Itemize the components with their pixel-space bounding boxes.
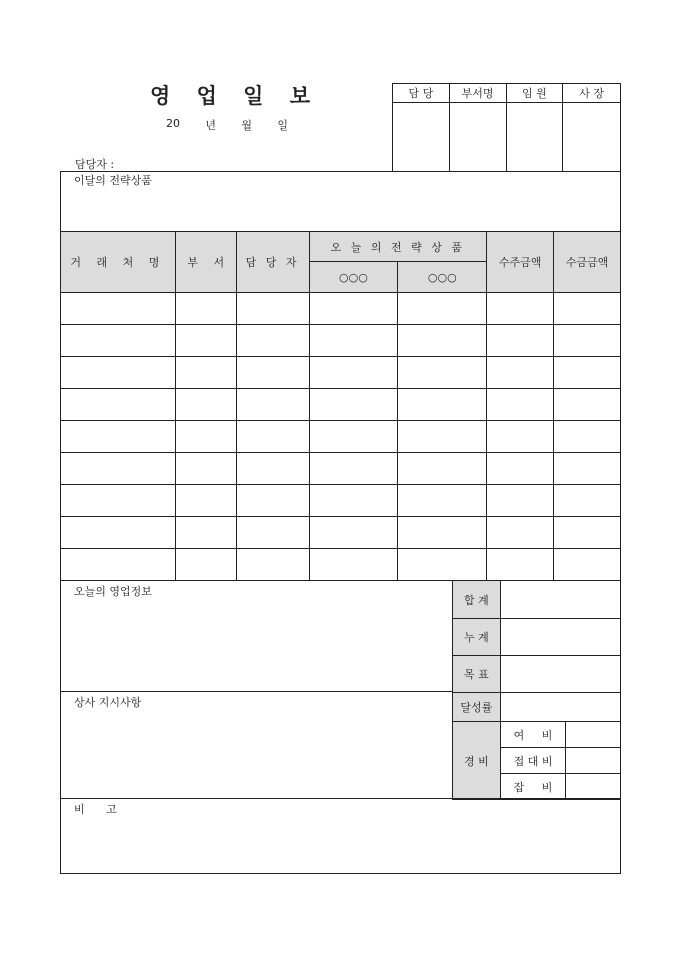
cell[interactable] xyxy=(309,517,398,549)
expenses-label: 경 비 xyxy=(453,722,501,800)
cell[interactable] xyxy=(554,549,621,581)
cell[interactable] xyxy=(309,293,398,325)
cell[interactable] xyxy=(398,485,487,517)
cell[interactable] xyxy=(61,389,176,421)
expense-misc-label: 잡 비 xyxy=(500,774,566,800)
approval-col-dept-head: 부서명 xyxy=(449,84,506,103)
col-header-product1: ○○○ xyxy=(309,262,398,293)
approval-sign-staff[interactable] xyxy=(393,103,450,172)
remarks-box[interactable] xyxy=(60,798,621,874)
form-title xyxy=(150,80,310,110)
cell[interactable] xyxy=(309,357,398,389)
col-header-client: 거 래 처 명 xyxy=(61,232,176,293)
date-year-label: 년 xyxy=(205,119,216,132)
table-row xyxy=(61,293,621,325)
summary-cumulative-label: 누 계 xyxy=(453,619,501,656)
cell[interactable] xyxy=(554,517,621,549)
instructions-box[interactable] xyxy=(60,691,453,799)
cell[interactable] xyxy=(554,325,621,357)
cell[interactable] xyxy=(487,517,554,549)
table-row xyxy=(61,357,621,389)
sales-info-label: 오늘의 영업정보 xyxy=(74,585,152,598)
cell[interactable] xyxy=(398,421,487,453)
cell[interactable] xyxy=(398,389,487,421)
cell[interactable] xyxy=(309,389,398,421)
cell[interactable] xyxy=(61,517,176,549)
cell[interactable] xyxy=(175,325,236,357)
cell[interactable] xyxy=(309,421,398,453)
cell[interactable] xyxy=(309,325,398,357)
cell[interactable] xyxy=(487,325,554,357)
cell[interactable] xyxy=(236,453,309,485)
approval-col-president: 사 장 xyxy=(563,84,621,103)
table-row xyxy=(61,549,621,581)
cell[interactable] xyxy=(309,549,398,581)
date-line xyxy=(166,117,288,133)
expense-entertainment-label: 접 대 비 xyxy=(500,748,566,774)
table-row xyxy=(61,325,621,357)
cell[interactable] xyxy=(487,421,554,453)
table-row xyxy=(61,421,621,453)
cell[interactable] xyxy=(236,389,309,421)
cell[interactable] xyxy=(487,485,554,517)
cell[interactable] xyxy=(236,549,309,581)
sales-table xyxy=(60,231,621,581)
cell[interactable] xyxy=(554,389,621,421)
cell[interactable] xyxy=(554,453,621,485)
cell[interactable] xyxy=(175,389,236,421)
cell[interactable] xyxy=(175,293,236,325)
col-header-manager: 담 당 자 xyxy=(236,232,309,293)
cell[interactable] xyxy=(175,357,236,389)
cell[interactable] xyxy=(487,389,554,421)
cell[interactable] xyxy=(175,421,236,453)
cell[interactable] xyxy=(554,357,621,389)
title-char: 일 xyxy=(243,83,264,108)
cell[interactable] xyxy=(554,421,621,453)
cell[interactable] xyxy=(175,453,236,485)
cell[interactable] xyxy=(309,453,398,485)
expense-travel-label: 여 비 xyxy=(500,722,566,748)
col-header-products: 오 늘 의 전 략 상 품 xyxy=(309,232,487,262)
cell[interactable] xyxy=(398,357,487,389)
date-year-prefix: 20 xyxy=(166,117,180,130)
cell[interactable] xyxy=(487,357,554,389)
expense-travel-value[interactable] xyxy=(566,722,621,748)
summary-achievement-value[interactable] xyxy=(500,693,620,722)
cell[interactable] xyxy=(398,293,487,325)
cell[interactable] xyxy=(236,421,309,453)
cell[interactable] xyxy=(61,325,176,357)
cell[interactable] xyxy=(175,549,236,581)
cell[interactable] xyxy=(236,357,309,389)
summary-target-value[interactable] xyxy=(500,656,620,693)
table-row xyxy=(61,485,621,517)
instructions-label: 상사 지시사항 xyxy=(74,696,142,709)
cell[interactable] xyxy=(236,517,309,549)
cell[interactable] xyxy=(61,453,176,485)
remarks-label: 비 고 xyxy=(74,803,117,816)
col-header-product2: ○○○ xyxy=(398,262,487,293)
cell[interactable] xyxy=(398,517,487,549)
col-header-order-amount: 수주금액 xyxy=(487,232,554,293)
approval-col-executive: 임 원 xyxy=(506,84,563,103)
strategy-box[interactable] xyxy=(60,171,621,232)
author-label: 담당자 : xyxy=(75,158,115,171)
approval-sign-executive[interactable] xyxy=(506,103,563,172)
approval-table xyxy=(392,83,621,172)
summary-table xyxy=(452,580,621,800)
title-char: 영 xyxy=(150,83,171,108)
cell[interactable] xyxy=(61,485,176,517)
cell[interactable] xyxy=(398,325,487,357)
col-header-dept: 부 서 xyxy=(175,232,236,293)
expense-misc-value[interactable] xyxy=(566,774,621,800)
date-day-label: 일 xyxy=(277,119,288,132)
summary-total-value[interactable] xyxy=(500,581,620,619)
table-row xyxy=(61,453,621,485)
cell[interactable] xyxy=(309,485,398,517)
cell[interactable] xyxy=(61,421,176,453)
approval-sign-dept-head[interactable] xyxy=(449,103,506,172)
cell[interactable] xyxy=(398,549,487,581)
cell[interactable] xyxy=(487,549,554,581)
cell[interactable] xyxy=(554,485,621,517)
summary-achievement-label: 달성률 xyxy=(453,693,501,722)
date-month-label: 월 xyxy=(241,119,252,132)
table-row xyxy=(61,517,621,549)
cell[interactable] xyxy=(175,485,236,517)
summary-target-label: 목 표 xyxy=(453,656,501,693)
summary-total-label: 합 계 xyxy=(453,581,501,619)
cell[interactable] xyxy=(487,293,554,325)
sales-info-box[interactable] xyxy=(60,580,453,692)
approval-col-staff: 담 당 xyxy=(393,84,450,103)
cell[interactable] xyxy=(236,293,309,325)
col-header-collect-amount: 수금금액 xyxy=(554,232,621,293)
cell[interactable] xyxy=(61,357,176,389)
cell[interactable] xyxy=(236,485,309,517)
title-char: 보 xyxy=(289,83,310,108)
cell[interactable] xyxy=(61,549,176,581)
cell[interactable] xyxy=(175,517,236,549)
cell[interactable] xyxy=(236,325,309,357)
cell[interactable] xyxy=(554,293,621,325)
expense-entertainment-value[interactable] xyxy=(566,748,621,774)
summary-cumulative-value[interactable] xyxy=(500,619,620,656)
table-row xyxy=(61,389,621,421)
title-char: 업 xyxy=(196,83,217,108)
strategy-label: 이달의 전략상품 xyxy=(74,174,152,187)
cell[interactable] xyxy=(487,453,554,485)
cell[interactable] xyxy=(61,293,176,325)
cell[interactable] xyxy=(398,453,487,485)
approval-sign-president[interactable] xyxy=(563,103,621,172)
